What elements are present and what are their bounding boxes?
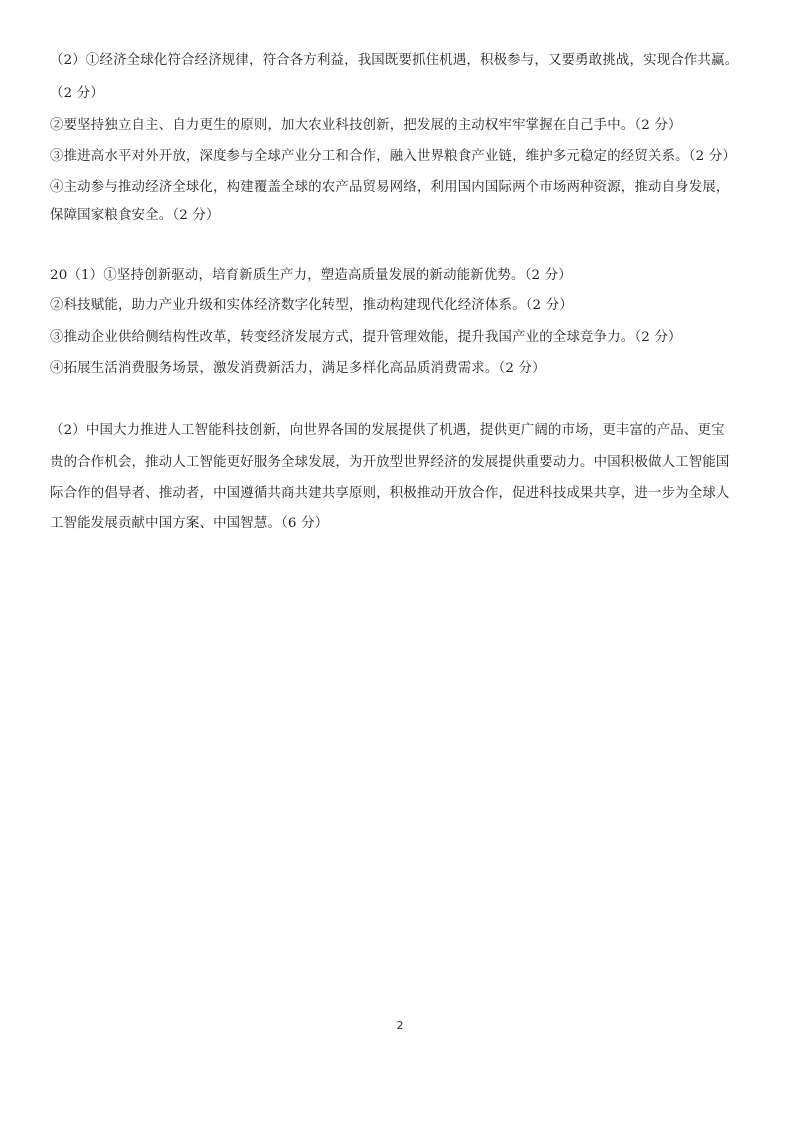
text-line: ②要坚持独立自主、自力更生的原则，加大农业科技创新，把发展的主动权牢牢掌握在自己手中。（2 分） [50, 118, 682, 133]
text-line: ③推进高水平对外开放，深度参与全球产业分工和合作，融入世界粮食产业链，维护多元稳定的经贸关系。（2 分） [50, 149, 737, 164]
text-line: （2）中国大力推进人工智能科技创新，向世界各国的发展提供了机遇，提供更广阔的市场，更丰富的产品、更宝 [50, 423, 725, 438]
page-number: 2 [396, 1019, 404, 1032]
text-line: ④主动参与推动经济全球化，构建覆盖全球的农产品贸易网络，利用国内国际两个市场两种资源，推动自身发展， [50, 180, 730, 195]
text-line: 贵的合作机会，推动人工智能更好服务全球发展，为开放型世界经济的发展提供重要动力。中国积极做人工智能国 [50, 455, 730, 470]
text-line: 保障国家粮食安全。（2 分） [50, 208, 220, 223]
text-line: 工智能发展贡献中国方案、中国智慧。（6 分） [50, 516, 329, 531]
text-line: ④拓展生活消费服务场景，激发消费新活力，满足多样化高品质消费需求。（2 分） [50, 361, 546, 376]
text-line: （2 分） [50, 86, 104, 101]
text-line: ③推动企业供给侧结构性改革，转变经济发展方式，提升管理效能，提升我国产业的全球竞争力。（2 分） [50, 330, 682, 345]
text-line: ②科技赋能，助力产业升级和实体经济数字化转型，推动构建现代化经济体系。（2 分） [50, 298, 573, 313]
text-line: 20（1）①坚持创新驱动，培育新质生产力，塑造高质量发展的新动能新优势。（2 分） [50, 268, 572, 283]
text-line: （2）①经济全球化符合经济规律，符合各方利益，我国既要抓住机遇，积极参与，又要勇敢挑战，实现合作共赢。 [50, 53, 739, 68]
text-line: 际合作的倡导者、推动者，中国遵循共商共建共享原则，积极推动开放合作，促进科技成果共享，进一步为全球人 [50, 486, 730, 501]
